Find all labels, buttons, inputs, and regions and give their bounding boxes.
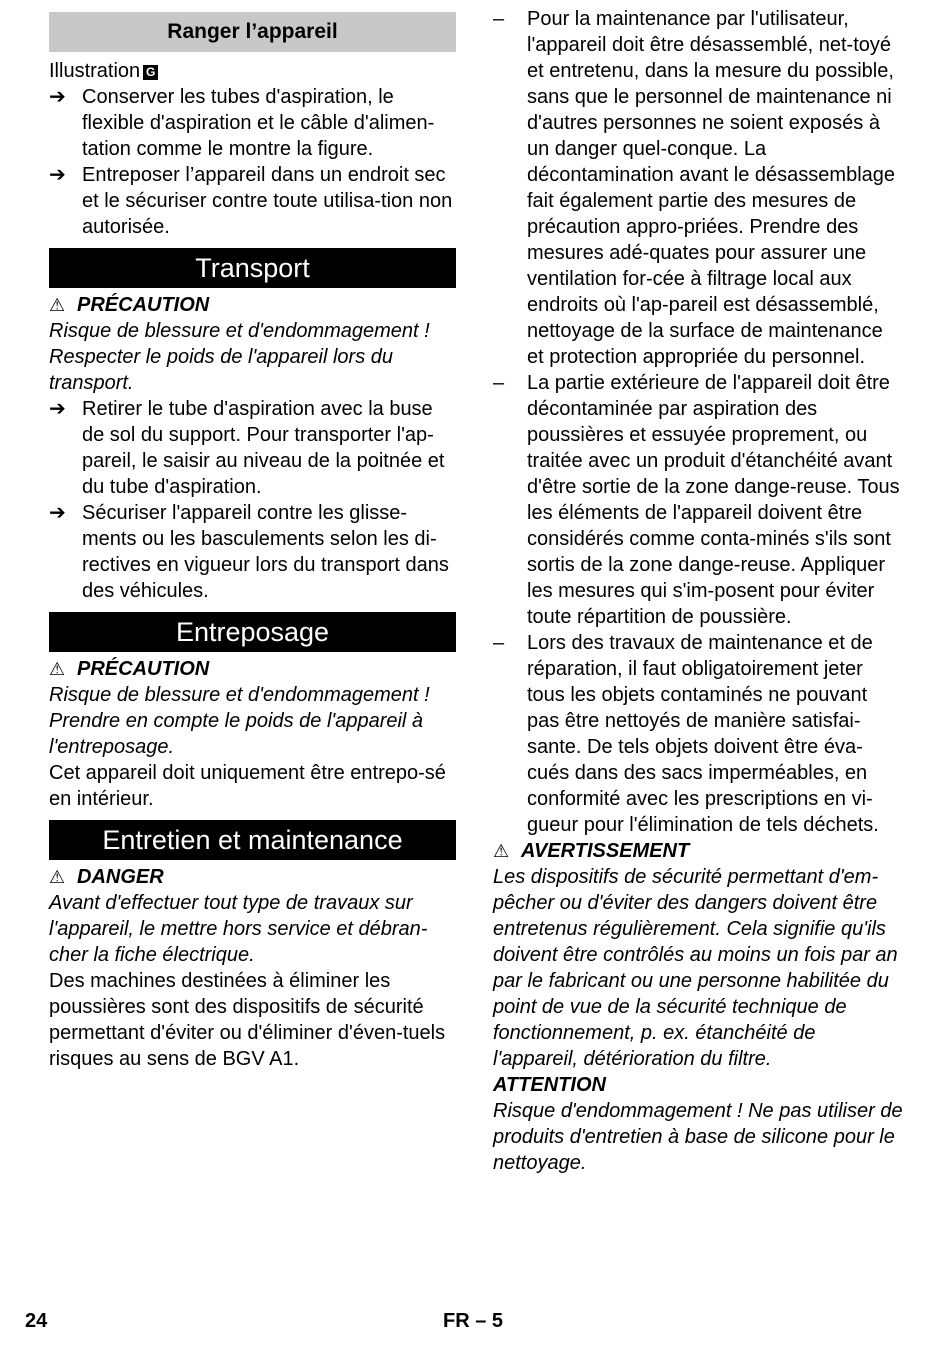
transport-step-2: ➔ Sécuriser l'appareil contre les glisse-ments ou les basculements selon les di-rectives en vigueur lors du transport dans des véhicules. bbox=[49, 502, 449, 602]
illustration-ref-icon: G bbox=[143, 65, 158, 80]
dash-bullet: – bbox=[493, 632, 505, 654]
entreposage-warning-label: ⚠ PRÉCAUTION bbox=[49, 658, 210, 680]
entreposage-text: Cet appareil doit uniquement être entrepo-sé en intérieur. bbox=[49, 762, 446, 810]
arrow-right-icon: ➔ bbox=[49, 164, 66, 186]
dash-bullet: – bbox=[493, 372, 505, 394]
dash-bullet: – bbox=[493, 8, 505, 30]
arrow-right-icon: ➔ bbox=[49, 86, 66, 108]
entreposage-heading: Entreposage bbox=[49, 612, 456, 652]
attention-text: Risque d'endommagement ! Ne pas utiliser de produits d'entretien à base de silicone pour le nettoyage. bbox=[493, 1100, 903, 1174]
transport-heading: Transport bbox=[49, 248, 456, 288]
warning-triangle-icon: ⚠ bbox=[49, 659, 66, 679]
warning-triangle-icon: ⚠ bbox=[493, 841, 510, 861]
ranger-step-2: ➔ Entreposer l’appareil dans un endroit sec et le sécuriser contre toute utilisa-tion non autorisée. bbox=[49, 164, 453, 238]
warning-triangle-icon: ⚠ bbox=[49, 867, 66, 887]
transport-warning-text: Risque de blessure et d'endommagement ! Respecter le poids de l'appareil lors du transport. bbox=[49, 320, 430, 394]
illustration-label: Illustration bbox=[49, 60, 141, 82]
danger-text: Avant d'effectuer tout type de travaux sur l'appareil, le mettre hors service et débran-cher la fiche électrique. bbox=[49, 892, 428, 966]
page-number: 24 bbox=[25, 1310, 48, 1332]
warning-triangle-icon: ⚠ bbox=[49, 295, 66, 315]
entreposage-warning-text: Risque de blessure et d'endommagement ! Prendre en compte le poids de l'appareil à l'entreposage. bbox=[49, 684, 430, 758]
attention-label: ATTENTION bbox=[493, 1074, 606, 1096]
ranger-step-1: ➔ Conserver les tubes d'aspiration, le flexible d'aspiration et le câble d'alimen-tation comme le montre la figure. bbox=[49, 86, 435, 160]
danger-label: ⚠ DANGER bbox=[49, 866, 164, 888]
transport-warning-label: ⚠ PRÉCAUTION bbox=[49, 294, 210, 316]
ranger-heading: Ranger l’appareil bbox=[49, 12, 456, 52]
arrow-right-icon: ➔ bbox=[49, 502, 66, 524]
left-column bbox=[49, 0, 456, 1072]
page-section-label: FR – 5 bbox=[443, 1310, 504, 1332]
maintenance-item-1: – Pour la maintenance par l'utilisateur, l'appareil doit être désassemblé, net-toyé et entretenu, dans la mesure du possible, sans que le personnel de maintenance ni d'autres personnes ne soient exposés à un danger quel-conque. La décontamination avant le désassemblage fait également partie des mesures de précaution appro-priées. Prendre des mesures adé-quates pour assurer une ventilation for-cée à filtrage local aux endroits où l'ap-pareil est désassemblé, nettoyage de la surface de maintenance et protection appropriée du personnel. bbox=[493, 8, 896, 368]
maintenance-item-3: – Lors des travaux de maintenance et de réparation, il faut obligatoirement jeter tous les objets contaminés ne pouvant pas être nettoyés de manière satisfai-sante. De tels objets doivent être éva-cués dans des sacs imperméables, en conformité avec les prescriptions en vi-gueur pour l'élimination de tels déchets. bbox=[493, 632, 879, 836]
avertissement-text: Les dispositifs de sécurité permettant d'em-pêcher ou d'éviter des dangers doivent être entretenus régulièrement. Cela signifie qu'ils doivent être contrôlés au moins un fois par an par le fabricant ou une personne habilitée du point de vue de la sécurité technique de fonctionnement, p. ex. étanchéité de l'appareil, détérioration du filtre. bbox=[493, 866, 898, 1070]
illustration-line bbox=[49, 58, 456, 84]
entretien-heading: Entretien et maintenance bbox=[49, 820, 456, 860]
maintenance-item-2: – La partie extérieure de l'appareil doit être décontaminée par aspiration des poussières et essuyée proprement, ou traitée avec un produit d'étanchéité avant d'être sortie de la zone dange-reuse. Tous les éléments de l'appareil doivent être considérés comme conta-minés s'ils sont sortis de la zone dange-reuse. Appliquer les mesures qui s'im-posent pour éviter toute répartition de poussière. bbox=[493, 372, 900, 628]
arrow-right-icon: ➔ bbox=[49, 398, 66, 420]
transport-step-1: ➔ Retirer le tube d'aspiration avec la buse de sol du support. Pour transporter l'ap-pareil, le saisir au niveau de la poitnée et du tube d'aspiration. bbox=[49, 398, 445, 498]
entretien-text: Des machines destinées à éliminer les poussières sont des dispositifs de sécurité permettant d'éviter ou d'éliminer d'éven-tuels risques au sens de BGV A1. bbox=[49, 970, 446, 1070]
avertissement-label: ⚠ AVERTISSEMENT bbox=[493, 840, 690, 862]
right-column bbox=[493, 6, 903, 1176]
